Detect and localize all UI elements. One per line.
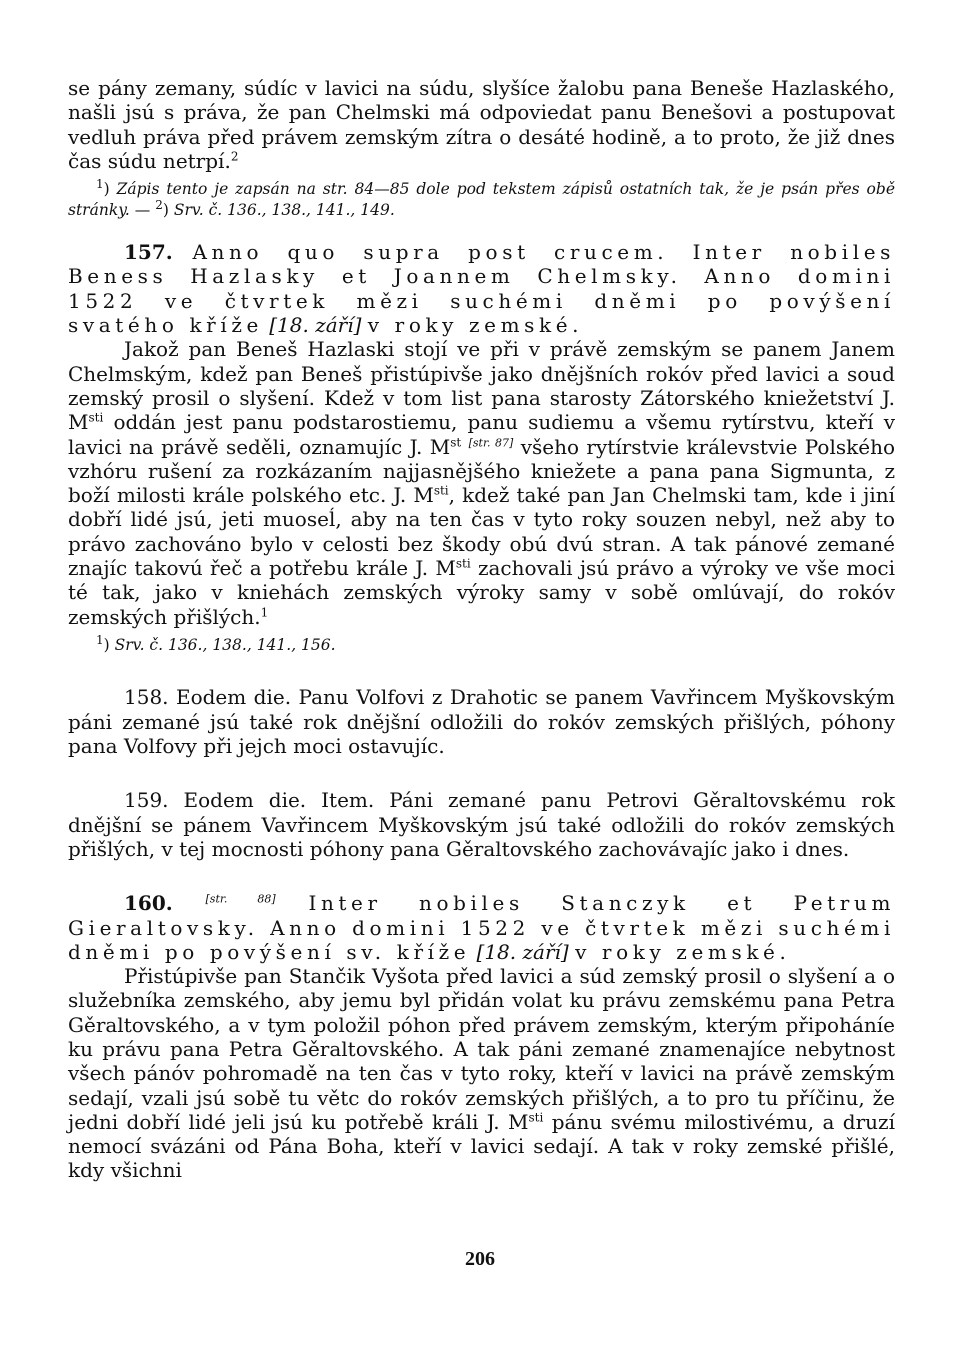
entry-157-heading [68,240,895,337]
page-reference: [str. 87] [468,435,514,449]
footnote-block-1: $^1$) Zápis tento je zapsán na str. 84—85 dole pod tekstem zápisů ostatních tak, že je psán přes obě stránky. — $^2$) Srv. č. 136., 138., 141., 149. [68,177,895,219]
entry-text: Eodem die. Item. Páni zemané panu Petrovi Gěraltovskému rok dnějšní se pánem Vavřincem Myškovským jsú také odložili do rokóv zemských přišlých, v tej mocnosti póhony pana Gěraltovského zachovávajíc jako i dnes. [68,788,896,861]
entry-159 [68,788,895,861]
footnote-ref: 2 [230,149,239,164]
footnote-text: Srv. č. 136., 138., 141., 156. [114,635,336,654]
body-text: Jakož pan Beneš Hazlaski stojí ve při v právě zemským se panem Janem Chelmským, kdež pan Beneš přistúpivše jako dnějšních rokóv před lavici a soud zemský prosil o slyšení. Kdež v tom list pana starosty Zátorského kniežetství J. M [68,337,895,435]
body-text: , kdež také pan Jan Chelmski tam, kde i jiní dobří lidé jsú, jeti muoseĺ, aby na ten čas v tyto roky souzen nebyl, než aby to právo zachováno bylo v celosti bez škody obú dvú stran. A tak pánové zemané znajíc takovú řeč a potřebu krále J. M [68,483,895,581]
page-reference: [str. 88] [205,892,276,906]
entry-date: [18. září] [476,939,569,964]
body-text: všeho rytírstvie králevstvie Polského vzhóru rušení za rozkázaním najjasnějšého kniežete a pana pana Sigmunta, z boží milosti krále polského etc. J. M [68,434,895,508]
page-number: 206 [465,1248,495,1270]
entry-158 [68,685,895,758]
body-text: pánu svému milostivému, a druzí nemocí svázáni od Pána Boha, kteří v lavici sedají. A tak v roky zemské přišlé, kdy všichni [68,1109,895,1183]
intro-text: se pány zemany, súdíc v lavici na súdu, slyšíce žalobu pana Beneše Hazlaského, našli jsú s práva, že pan Chelmski má odpoviedat panu Benešovi a postupovat vedluh práva před právem zemským zítra o desáté hodině, a to proto, že již dnes čas súdu netrpí. [68,76,895,173]
body-text: oddán jest panu podstarostiemu, panu sudiemu a všemu rytírstvu, kteří v lavici na právě seděli, oznamujíc J. M [68,410,895,459]
footnote-mark: 2 [155,197,163,212]
entry-number: 158. [124,685,169,710]
entry-160-body [68,964,895,1183]
entry-heading: Inter nobiles Stanczyk et Petrum Gieraltovsky. Anno domini 1522 ve čtvrtek mězi suchémi dněmi po povýšení sv. kříže [68,891,896,964]
footnote-ref: 1 [260,604,269,619]
abbrev-sup: sti [455,556,471,571]
entry-number: 157. [124,240,173,265]
entry-number: 159. [124,788,169,813]
entry-157-body [68,337,895,629]
entry-date: [18. září] [269,313,362,338]
footnote-mark: 1 [96,177,104,192]
entry-heading-end: v roky zemské. [575,939,791,964]
abbrev-sup: sti [88,410,104,425]
body-text: zachovali jsú právo a výroky ve vše moci té tak, jako v kniehách zemských výroky samy v sobě omlúvají, do rokóv zemských přišlých. [68,556,896,629]
abbrev-sup: sti [528,1110,544,1125]
abbrev-sup: st [450,434,462,449]
entry-160-heading [68,891,895,964]
footnote-text: Zápis tento je zapsán na str. 84—85 dole pod tekstem zápisů ostatních tak, že je psán přes obě stránky. [68,180,895,219]
entry-text: Eodem die. Panu Volfovi z Drahotic se panem Vavřincem Myškovským páni zemané jsú také rok dnějšní odložili do rokóv zemských přišlých, póhony pana Volfovy při jejch moci ostavujíc. [68,685,896,759]
footnote-text: Srv. č. 136., 138., 141., 149. [173,200,395,219]
page-text [68,76,895,1183]
body-text: Přistúpivše pan Stančik Vyšota před lavici a súd zemský prosil o slyšení a o služebníka zemského, aby jemu byl přidán volat ku právu zemskému pana Petra Gěraltovského, a v tym položil póhon před právem zemským, kterým připoháníe ku právu pana Petra Gěraltovského. A tak páni zemané znamenajíce nebytnost všech pánóv pohromadě na ten čas v tyto roky, kteří v lavici na právě zemským sedají, vzali jsú sobě tu větc do rokóv zemských přišlých, a to pro tu příčinu, že jedni dobří lidé jeli jsú ku potřebě králi J. M [68,964,895,1134]
paragraph-intro [68,76,895,173]
entry-number: 160. [124,891,173,916]
entry-heading: Anno quo supra post crucem. Inter nobiles Beness Hazlasky et Joannem Chelmsky. Anno domini 1522 ve čtvrtek mězi suchémi dněmi po povýšení svatého kříže [68,240,896,338]
footnote-block-2: $^1$) Srv. č. 136., 138., 141., 156. [96,632,336,654]
footnote-mark: 1 [96,632,104,647]
abbrev-sup: sti [433,483,449,498]
entry-heading-end: v roky zemské. [367,313,584,338]
